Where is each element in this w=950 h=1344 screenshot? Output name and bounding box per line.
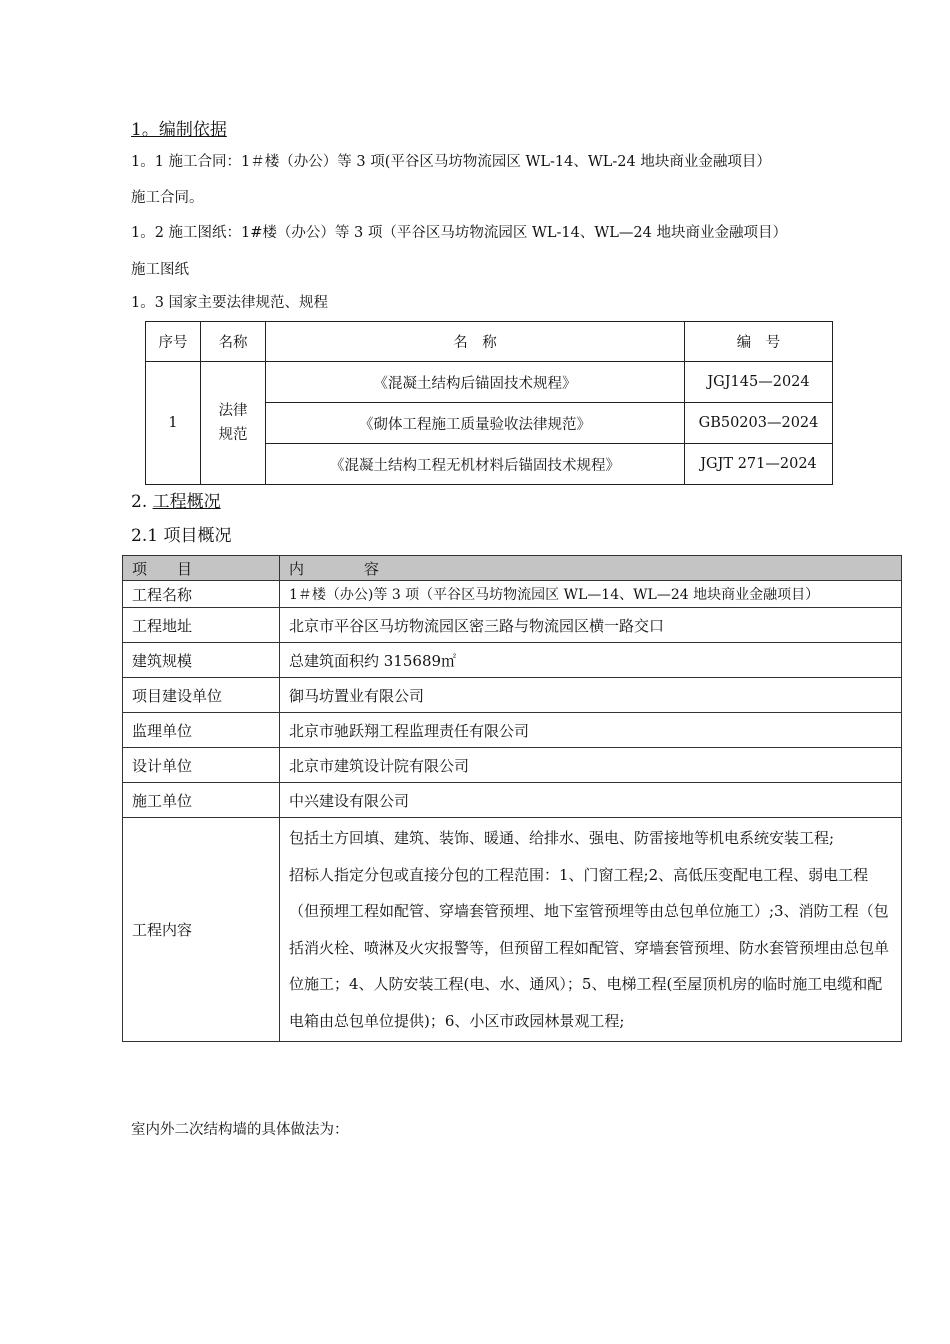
item1-line1: 1。1 施工合同：1＃楼（办公）等 3 项(平谷区马坊物流园区 WL-14、WL-24 地块商业金融项目）: [131, 154, 771, 170]
table-row: [123, 783, 902, 818]
table-row: [123, 713, 902, 748]
header-code: 编 号: [685, 322, 833, 362]
row-label: 工程地址: [123, 608, 280, 643]
law-name: 《砌体工程施工质量验收法律规范》: [266, 403, 685, 444]
law-name: 《混凝土结构后锚固技术规程》: [266, 362, 685, 403]
header-item: 项 目: [123, 556, 280, 581]
project-table: [122, 555, 902, 1042]
item2-line1: 1。2 施工图纸：1#楼（办公）等 3 项（平谷区马坊物流园区 WL-14、WL—24 地块商业金融项目）: [131, 225, 787, 241]
category-cell: [201, 362, 266, 485]
content-label: 工程内容: [123, 818, 280, 1042]
row-value: 北京市建筑设计院有限公司: [280, 748, 902, 783]
section2-subtitle: 2.1 项目概况: [131, 526, 232, 546]
header-content: 内 容: [280, 556, 902, 581]
content-paragraph-1: 包括土方回填、建筑、装饰、暖通、给排水、强电、防雷接地等机电系统安装工程;: [289, 829, 835, 847]
law-code: GB50203—2024: [685, 403, 833, 444]
law-name: 《混凝土结构工程无机材料后锚固技术规程》: [266, 444, 685, 485]
section2-title-text: 工程概况: [152, 492, 221, 512]
header-category: 名称: [201, 322, 266, 362]
row-value: 总建筑面积约 315689㎡: [280, 643, 902, 678]
row-value: 1＃楼（办公)等 3 项（平谷区马坊物流园区 WL—14、WL—24 地块商业金融项目）: [280, 581, 902, 608]
row-label: 工程名称: [123, 581, 280, 608]
table-row: [123, 608, 902, 643]
table-row: [123, 581, 902, 608]
content-paragraph-2: 招标人指定分包或直接分包的工程范围：1、门窗工程;2、高低压变配电工程、弱电工程（但预埋工程如配管、穿墙套管预埋、地下室管预埋等由总包单位施工）;3、消防工程（包括消火栓、喷淋及火灾报警等，但预留工程如配管、穿墙套管预埋、防水套管预埋由总包单位施工；4、人防安装工程(电、水、通风）；5、电梯工程(至屋顶机房的临时施工电缆和配电箱由总包单位提供)；6、小区市政园林景观工程;: [289, 865, 890, 1030]
category-line2: 规范: [218, 427, 248, 443]
row-label: 项目建设单位: [123, 678, 280, 713]
row-value: 北京市平谷区马坊物流园区密三路与物流园区横一路交口: [280, 608, 902, 643]
law-code: JGJ145—2024: [685, 362, 833, 403]
row-value: 北京市驰跃翔工程监理责任有限公司: [280, 713, 902, 748]
row-value: 中兴建设有限公司: [280, 783, 902, 818]
row-label: 施工单位: [123, 783, 280, 818]
section2-title: 2. 工程概况: [131, 492, 221, 512]
table-row: [123, 643, 902, 678]
item3: 1。3 国家主要法律规范、规程: [131, 295, 329, 311]
table-row: [123, 818, 902, 1042]
project-table-header: [123, 556, 902, 581]
law-table: [145, 321, 833, 485]
law-code: JGJT 271—2024: [685, 444, 833, 485]
table-row: [146, 362, 833, 403]
header-seq: 序号: [146, 322, 201, 362]
content-value: [280, 818, 902, 1042]
item1-line2: 施工合同。: [131, 190, 204, 206]
category-line1: 法律: [218, 403, 248, 419]
law-table-header: [146, 322, 833, 362]
seq-cell: 1: [146, 362, 201, 485]
table-row: [123, 678, 902, 713]
header-name: 名 称: [266, 322, 685, 362]
row-label: 建筑规模: [123, 643, 280, 678]
footer-text: 室内外二次结构墙的具体做法为：: [131, 1122, 349, 1138]
row-label: 设计单位: [123, 748, 280, 783]
section1-title: 1。编制依据: [131, 120, 227, 140]
table-row: [123, 748, 902, 783]
row-value: 御马坊置业有限公司: [280, 678, 902, 713]
row-label: 监理单位: [123, 713, 280, 748]
item2-line2: 施工图纸: [131, 262, 189, 278]
